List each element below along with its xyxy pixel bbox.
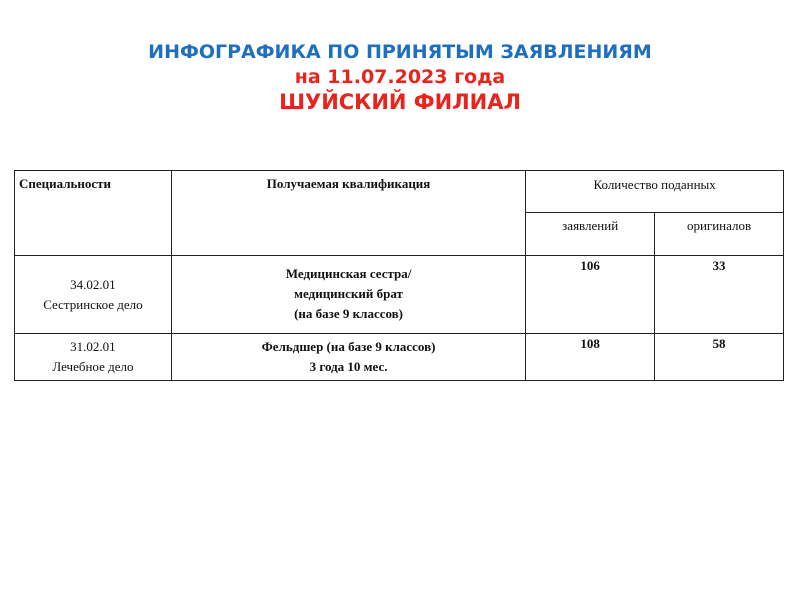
qualification-line: Фельдшер (на базе 9 классов): [261, 339, 436, 354]
date-subtitle: на 11.07.2023 года: [294, 66, 506, 88]
header-originals: оригиналов: [655, 213, 784, 256]
title-block: [0, 40, 800, 115]
applications-table: [14, 170, 784, 381]
qualification-line: 3 года 10 мес.: [309, 359, 388, 374]
originals-count: 33: [655, 256, 784, 334]
specialty-name: Лечебное дело: [52, 359, 134, 374]
header-count: Количество поданных: [526, 171, 784, 213]
applications-count: 106: [526, 256, 655, 334]
originals-count: 58: [655, 334, 784, 381]
header-applications: заявлений: [526, 213, 655, 256]
qualification-line: (на базе 9 классов): [294, 306, 404, 321]
table-row: [15, 256, 784, 334]
specialty-name: Сестринское дело: [43, 297, 143, 312]
applications-count: 108: [526, 334, 655, 381]
header-qualification: Получаемая квалификация: [171, 171, 525, 256]
table-header-row: [15, 171, 784, 213]
qualification-line: медицинский брат: [294, 286, 403, 301]
page-title: ИНФОГРАФИКА ПО ПРИНЯТЫМ ЗАЯВЛЕНИЯМ: [148, 41, 652, 63]
specialty-cell: [15, 256, 172, 334]
qualification-cell: [171, 256, 525, 334]
qualification-cell: [171, 334, 525, 381]
table-row: [15, 334, 784, 381]
header-specialty: Специальности: [15, 171, 172, 256]
specialty-code: 31.02.01: [70, 339, 116, 354]
qualification-line: Медицинская сестра/: [285, 266, 412, 281]
specialty-cell: [15, 334, 172, 381]
branch-title: ШУЙСКИЙ ФИЛИАЛ: [279, 90, 521, 114]
specialty-code: 34.02.01: [70, 277, 116, 292]
